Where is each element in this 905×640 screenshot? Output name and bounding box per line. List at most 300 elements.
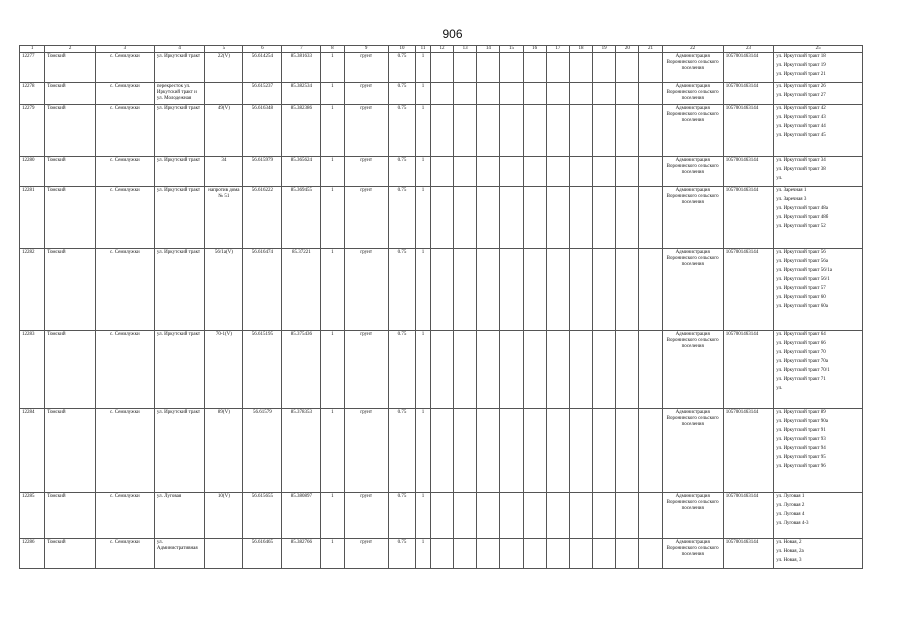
empty-cell	[616, 331, 639, 409]
empty-cell	[500, 493, 523, 539]
empty-cell	[500, 409, 523, 493]
empty-cell	[639, 105, 662, 157]
served-address: ул. Иркутский тракт 34	[776, 158, 826, 163]
empty-cell	[593, 105, 616, 157]
served-addresses-cell	[774, 331, 863, 409]
empty-cell	[430, 409, 453, 493]
served-address: ул. Луговая 4-3	[776, 521, 809, 526]
empty-cell	[569, 331, 592, 409]
served-address: ул. Иркутский тракт 70a	[776, 359, 829, 364]
served-address: ул. Иркутский тракт 26	[776, 84, 826, 89]
empty-cell	[639, 409, 662, 493]
empty-cell	[546, 493, 569, 539]
bins-cell: 1	[416, 53, 431, 83]
header-cell: 2	[45, 46, 96, 53]
empty-cell	[454, 331, 477, 409]
house-cell: 34	[205, 157, 243, 187]
empty-cell	[523, 53, 546, 83]
empty-cell	[477, 331, 500, 409]
empty-cell	[454, 493, 477, 539]
served-addresses-cell	[774, 409, 863, 493]
area-cell: 0.75	[388, 187, 415, 249]
header-cell: 16	[523, 46, 546, 53]
area-cell: 0.75	[388, 493, 415, 539]
empty-cell	[454, 539, 477, 569]
area-cell: 0.75	[388, 331, 415, 409]
row-id: 12285	[20, 493, 45, 539]
empty-cell	[639, 157, 662, 187]
owner-cell: Администрация Воронинского сельского поселения	[662, 187, 723, 249]
container-count-cell: 1	[321, 187, 344, 249]
area-cell: 0.75	[388, 157, 415, 187]
served-address: ул. Новая, 3	[776, 558, 802, 563]
surface-cell: грунт	[344, 249, 388, 331]
empty-cell	[430, 249, 453, 331]
empty-cell	[593, 53, 616, 83]
locality-cell: с. Семилужки	[95, 187, 154, 249]
empty-cell	[500, 187, 523, 249]
empty-cell	[430, 83, 453, 105]
empty-cell	[616, 539, 639, 569]
empty-cell	[593, 409, 616, 493]
empty-cell	[639, 493, 662, 539]
served-address: ул. Иркутский тракт 71	[776, 377, 826, 382]
latitude-cell: 56.616348	[243, 105, 282, 157]
served-addresses-cell	[774, 53, 863, 83]
locality-cell: с. Семилужки	[95, 331, 154, 409]
row-id: 12277	[20, 53, 45, 83]
container-count-cell: 1	[321, 249, 344, 331]
header-cell: 6	[243, 46, 282, 53]
locality-cell: с. Семилужки	[95, 83, 154, 105]
served-address: ул. Иркутский тракт 70/1	[776, 368, 830, 373]
empty-cell	[616, 493, 639, 539]
empty-cell	[546, 105, 569, 157]
row-id: 12282	[20, 249, 45, 331]
served-address: ул. Иркутский тракт 96	[776, 464, 826, 469]
served-address: ул. Иркутский тракт 60a	[776, 304, 829, 309]
empty-cell	[500, 53, 523, 83]
empty-cell	[477, 187, 500, 249]
street-cell: ул. Иркутский тракт	[154, 157, 205, 187]
empty-cell	[569, 105, 592, 157]
header-cell: 15	[500, 46, 523, 53]
surface-cell: грунт	[344, 331, 388, 409]
area-cell: 0.75	[388, 249, 415, 331]
row-id: 12286	[20, 539, 45, 569]
ogrn-cell: 1057001463144	[723, 53, 774, 83]
empty-cell	[500, 331, 523, 409]
served-address: ул. Иркутский тракт 56	[776, 250, 826, 255]
ogrn-cell: 1057001463144	[723, 539, 774, 569]
page-number: 906	[442, 27, 463, 41]
owner-cell: Администрация Воронинского сельского поселения	[662, 83, 723, 105]
served-addresses-cell	[774, 187, 863, 249]
surface-cell: грунт	[344, 157, 388, 187]
ogrn-cell: 1057001463144	[723, 187, 774, 249]
empty-cell	[523, 409, 546, 493]
served-address: ул.	[776, 386, 783, 391]
empty-cell	[430, 53, 453, 83]
empty-cell	[569, 409, 592, 493]
row-id: 12280	[20, 157, 45, 187]
table-row	[20, 331, 863, 409]
district-cell: Томский	[45, 409, 96, 493]
empty-cell	[523, 105, 546, 157]
header-cell: 18	[569, 46, 592, 53]
served-addresses-cell	[774, 157, 863, 187]
empty-cell	[639, 249, 662, 331]
header-cell: 22	[662, 46, 723, 53]
empty-cell	[546, 409, 569, 493]
header-cell: 10	[388, 46, 415, 53]
bins-cell: 1	[416, 187, 431, 249]
empty-cell	[477, 105, 500, 157]
longitude-cell: 85.382766	[282, 539, 321, 569]
container-count-cell: 1	[321, 157, 344, 187]
house-cell: напротив дома № 51	[205, 187, 243, 249]
empty-cell	[500, 157, 523, 187]
house-cell: 56/1a(V)	[205, 249, 243, 331]
district-cell: Томский	[45, 331, 96, 409]
latitude-cell: 56.615237	[243, 83, 282, 105]
ogrn-cell: 1057001463144	[723, 249, 774, 331]
empty-cell	[500, 249, 523, 331]
surface-cell: грунт	[344, 83, 388, 105]
latitude-cell: 56.61579	[243, 409, 282, 493]
container-count-cell: 1	[321, 539, 344, 569]
served-address: ул. Иркутский тракт 21	[776, 72, 826, 77]
empty-cell	[523, 331, 546, 409]
longitude-cell: 85.380897	[282, 493, 321, 539]
empty-cell	[593, 493, 616, 539]
row-id: 12284	[20, 409, 45, 493]
ogrn-cell: 1057001463144	[723, 157, 774, 187]
empty-cell	[477, 83, 500, 105]
header-cell: 19	[593, 46, 616, 53]
empty-cell	[546, 331, 569, 409]
surface-cell: грунт	[344, 187, 388, 249]
header-cell: 20	[616, 46, 639, 53]
empty-cell	[454, 409, 477, 493]
header-cell: 11	[416, 46, 431, 53]
container-count-cell: 1	[321, 83, 344, 105]
served-address: ул. Луговая 4	[776, 512, 805, 517]
street-cell: ул. Луговая	[154, 493, 205, 539]
longitude-cell: 85.382534	[282, 83, 321, 105]
latitude-cell: 56.616222	[243, 187, 282, 249]
served-address: ул. Иркутский тракт 70	[776, 350, 826, 355]
empty-cell	[593, 187, 616, 249]
latitude-cell: 56.615979	[243, 157, 282, 187]
empty-cell	[477, 53, 500, 83]
longitude-cell: 85.378353	[282, 409, 321, 493]
empty-cell	[430, 105, 453, 157]
empty-cell	[500, 83, 523, 105]
served-addresses-cell	[774, 83, 863, 105]
header-cell: 9	[344, 46, 388, 53]
latitude-cell: 56.616465	[243, 539, 282, 569]
served-address: ул. Иркутский тракт 45	[776, 133, 826, 138]
latitude-cell: 56.614254	[243, 53, 282, 83]
empty-cell	[546, 83, 569, 105]
empty-cell	[569, 249, 592, 331]
container-count-cell: 1	[321, 331, 344, 409]
table-row	[20, 157, 863, 187]
locality-cell: с. Семилужки	[95, 105, 154, 157]
locality-cell: с. Семилужки	[95, 249, 154, 331]
owner-cell: Администрация Воронинского сельского поселения	[662, 539, 723, 569]
area-cell: 0.75	[388, 539, 415, 569]
house-cell: 49(V)	[205, 105, 243, 157]
surface-cell: грунт	[344, 53, 388, 83]
ogrn-cell: 1057001463144	[723, 331, 774, 409]
served-address: ул. Иркутский тракт 66	[776, 341, 826, 346]
empty-cell	[454, 187, 477, 249]
empty-cell	[454, 157, 477, 187]
bins-cell: 1	[416, 83, 431, 105]
header-row	[20, 46, 863, 53]
house-cell: 70-1(V)	[205, 331, 243, 409]
empty-cell	[569, 493, 592, 539]
empty-cell	[546, 187, 569, 249]
empty-cell	[616, 409, 639, 493]
empty-cell	[523, 539, 546, 569]
empty-cell	[523, 83, 546, 105]
header-cell: 1	[20, 46, 45, 53]
street-cell: ул. Иркутский тракт	[154, 331, 205, 409]
ogrn-cell: 1057001463144	[723, 83, 774, 105]
empty-cell	[616, 53, 639, 83]
table-row	[20, 53, 863, 83]
served-address: ул. Иркутский тракт 60	[776, 295, 826, 300]
header-cell: 14	[477, 46, 500, 53]
longitude-cell: 85.381633	[282, 53, 321, 83]
empty-cell	[569, 53, 592, 83]
served-address: ул. Иркутский тракт 52	[776, 224, 826, 229]
table-row	[20, 105, 863, 157]
empty-cell	[639, 187, 662, 249]
served-address: ул. Новая, 2	[776, 540, 802, 545]
district-cell: Томский	[45, 539, 96, 569]
empty-cell	[454, 53, 477, 83]
empty-cell	[593, 83, 616, 105]
district-cell: Томский	[45, 249, 96, 331]
longitude-cell: 85.369455	[282, 187, 321, 249]
served-address: ул. Луговая 2	[776, 503, 805, 508]
area-cell: 0.75	[388, 53, 415, 83]
served-address: ул. Иркутский тракт 89	[776, 410, 826, 415]
container-count-cell: 1	[321, 53, 344, 83]
empty-cell	[477, 493, 500, 539]
served-address: ул. Иркутский тракт 38	[776, 167, 826, 172]
longitude-cell: 85.37221	[282, 249, 321, 331]
served-address: ул. Иркутский тракт 43	[776, 115, 826, 120]
district-cell: Томский	[45, 157, 96, 187]
header-cell: 23	[723, 46, 774, 53]
district-cell: Томский	[45, 53, 96, 83]
served-address: ул. Заречная 1	[776, 188, 807, 193]
latitude-cell: 56.615655	[243, 493, 282, 539]
district-cell: Томский	[45, 493, 96, 539]
served-address: ул. Иркутский тракт 57	[776, 286, 826, 291]
table-row	[20, 539, 863, 569]
empty-cell	[477, 157, 500, 187]
empty-cell	[639, 83, 662, 105]
header-cell: 5	[205, 46, 243, 53]
row-id: 12281	[20, 187, 45, 249]
served-address: ул. Иркутский тракт 95	[776, 455, 826, 460]
empty-cell	[430, 539, 453, 569]
served-addresses-cell	[774, 493, 863, 539]
owner-cell: Администрация Воронинского сельского поселения	[662, 331, 723, 409]
row-id: 12283	[20, 331, 45, 409]
street-cell: ул. Иркутский тракт	[154, 249, 205, 331]
owner-cell: Администрация Воронинского сельского поселения	[662, 157, 723, 187]
empty-cell	[546, 539, 569, 569]
house-cell	[205, 539, 243, 569]
bins-cell: 1	[416, 539, 431, 569]
empty-cell	[500, 539, 523, 569]
street-cell: ул. Иркутский тракт	[154, 409, 205, 493]
table-row	[20, 83, 863, 105]
locality-cell: с. Семилужки	[95, 53, 154, 83]
empty-cell	[593, 539, 616, 569]
served-address: ул. Иркутский тракт 56a	[776, 259, 829, 264]
bins-cell: 1	[416, 249, 431, 331]
owner-cell: Администрация Воронинского сельского поселения	[662, 105, 723, 157]
longitude-cell: 85.365624	[282, 157, 321, 187]
served-address: ул. Иркутский тракт 90a	[776, 419, 829, 424]
empty-cell	[430, 187, 453, 249]
ogrn-cell: 1057001463144	[723, 105, 774, 157]
served-address: ул. Заречная 3	[776, 197, 807, 202]
table-row	[20, 249, 863, 331]
served-addresses-cell	[774, 539, 863, 569]
served-address: ул. Иркутский тракт 18	[776, 54, 826, 59]
empty-cell	[523, 249, 546, 331]
served-addresses-cell	[774, 249, 863, 331]
empty-cell	[430, 157, 453, 187]
served-address: ул.	[776, 176, 783, 181]
empty-cell	[569, 187, 592, 249]
ogrn-cell: 1057001463144	[723, 493, 774, 539]
ogrn-cell: 1057001463144	[723, 409, 774, 493]
latitude-cell: 56.615195	[243, 331, 282, 409]
table-row	[20, 187, 863, 249]
served-address: ул. Иркутский тракт 42	[776, 106, 826, 111]
registry-table	[19, 45, 863, 569]
street-cell: перекресток ул. Иркутский тракт и ул. Молодежная	[154, 83, 205, 105]
served-address: ул. Иркутский тракт 27	[776, 93, 826, 98]
street-cell: ул. Иркутский тракт	[154, 105, 205, 157]
district-cell: Томский	[45, 105, 96, 157]
longitude-cell: 85.382386	[282, 105, 321, 157]
header-cell: 17	[546, 46, 569, 53]
header-cell: 7	[282, 46, 321, 53]
served-address: ул. Иркутский тракт 91	[776, 428, 826, 433]
district-cell: Томский	[45, 83, 96, 105]
empty-cell	[639, 539, 662, 569]
area-cell: 0.75	[388, 105, 415, 157]
empty-cell	[569, 539, 592, 569]
surface-cell: грунт	[344, 493, 388, 539]
served-address: ул. Иркутский тракт 48б	[776, 215, 829, 220]
header-cell: 12	[430, 46, 453, 53]
empty-cell	[477, 249, 500, 331]
served-address: ул. Иркутский тракт 19	[776, 63, 826, 68]
empty-cell	[523, 187, 546, 249]
empty-cell	[523, 493, 546, 539]
empty-cell	[454, 83, 477, 105]
house-cell: 10(V)	[205, 493, 243, 539]
surface-cell: грунт	[344, 409, 388, 493]
empty-cell	[639, 331, 662, 409]
empty-cell	[616, 83, 639, 105]
empty-cell	[454, 249, 477, 331]
served-address: ул. Иркутский тракт 56/1	[776, 277, 830, 282]
served-address: ул. Иркутский тракт 64	[776, 332, 826, 337]
locality-cell: с. Семилужки	[95, 157, 154, 187]
empty-cell	[477, 539, 500, 569]
container-count-cell: 1	[321, 105, 344, 157]
table-row	[20, 409, 863, 493]
served-address: ул. Новая, 2а	[776, 549, 804, 554]
locality-cell: с. Семилужки	[95, 493, 154, 539]
served-address: ул. Иркутский тракт 44	[776, 124, 826, 129]
empty-cell	[593, 249, 616, 331]
house-cell: 89(V)	[205, 409, 243, 493]
bins-cell: 1	[416, 331, 431, 409]
empty-cell	[500, 105, 523, 157]
street-cell: ул. Иркутский тракт	[154, 53, 205, 83]
header-cell: 4	[154, 46, 205, 53]
empty-cell	[593, 331, 616, 409]
surface-cell: грунт	[344, 539, 388, 569]
district-cell: Томский	[45, 187, 96, 249]
container-count-cell: 1	[321, 493, 344, 539]
empty-cell	[477, 409, 500, 493]
bins-cell: 1	[416, 409, 431, 493]
container-count-cell: 1	[321, 409, 344, 493]
row-id: 12279	[20, 105, 45, 157]
owner-cell: Администрация Воронинского сельского поселения	[662, 409, 723, 493]
served-address: ул. Иркутский тракт 93	[776, 437, 826, 442]
bins-cell: 1	[416, 105, 431, 157]
empty-cell	[523, 157, 546, 187]
header-cell: 21	[639, 46, 662, 53]
served-address: ул. Луговая 1	[776, 494, 805, 499]
empty-cell	[546, 157, 569, 187]
empty-cell	[569, 83, 592, 105]
empty-cell	[546, 53, 569, 83]
latitude-cell: 56.616474	[243, 249, 282, 331]
empty-cell	[616, 105, 639, 157]
header-cell: 25	[774, 46, 863, 53]
empty-cell	[616, 187, 639, 249]
table-row	[20, 493, 863, 539]
served-address: ул. Иркутский тракт 48a	[776, 206, 829, 211]
house-cell	[205, 83, 243, 105]
street-cell: ул. Иркутский тракт	[154, 187, 205, 249]
area-cell: 0.75	[388, 409, 415, 493]
locality-cell: с. Семилужки	[95, 409, 154, 493]
empty-cell	[616, 157, 639, 187]
empty-cell	[639, 53, 662, 83]
area-cell: 0.75	[388, 83, 415, 105]
header-cell: 8	[321, 46, 344, 53]
locality-cell: с. Семилужки	[95, 539, 154, 569]
